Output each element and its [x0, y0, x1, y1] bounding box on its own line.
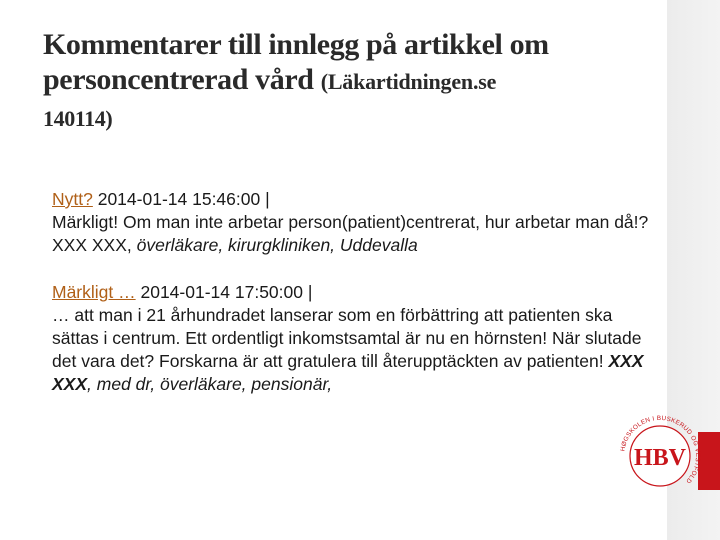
comment-1 — [52, 188, 652, 257]
comment-2-signature: , med dr, överläkare, pensionär, — [87, 374, 333, 394]
comment-2-text: … att man i 21 århundradet lanserar som en förbättring att patienten ska sättas i centrum. Ett ordentligt inkomstsamtal är nu en hörnsten! När slutade det vara det? Forskarna är att gratulera till återupptäckten av patienten! — [52, 305, 642, 371]
comments-list — [52, 188, 652, 420]
comment-2 — [52, 281, 652, 396]
title-source: (Läkartidningen.se — [320, 69, 497, 94]
comment-1-link[interactable]: Nytt? — [52, 189, 93, 209]
comment-2-link[interactable]: Märkligt … — [52, 282, 136, 302]
logo-text: HBV — [633, 445, 687, 471]
comment-2-author: XXX XXX — [52, 351, 644, 394]
comment-2-meta: 2014-01-14 17:50:00 | — [135, 282, 313, 302]
title-date: 140114) — [43, 106, 113, 131]
hbv-logo — [612, 408, 708, 504]
title-line-2: personcentrerad vård — [43, 63, 314, 96]
slide-title — [43, 27, 643, 139]
logo-ring-text: HØGSKOLEN I BUSKERUD OG VESTFOLD — [619, 414, 702, 485]
comment-1-signature: överläkare, kirurgkliniken, Uddevalla — [131, 235, 418, 255]
title-line-1: Kommentarer till innlegg på artikkel om — [43, 28, 549, 61]
comment-1-text: Märkligt! Om man inte arbetar person(patient)centrerat, hur arbetar man då!? XXX XXX, — [52, 212, 649, 255]
comment-1-meta: 2014-01-14 15:46:00 | — [92, 189, 270, 209]
